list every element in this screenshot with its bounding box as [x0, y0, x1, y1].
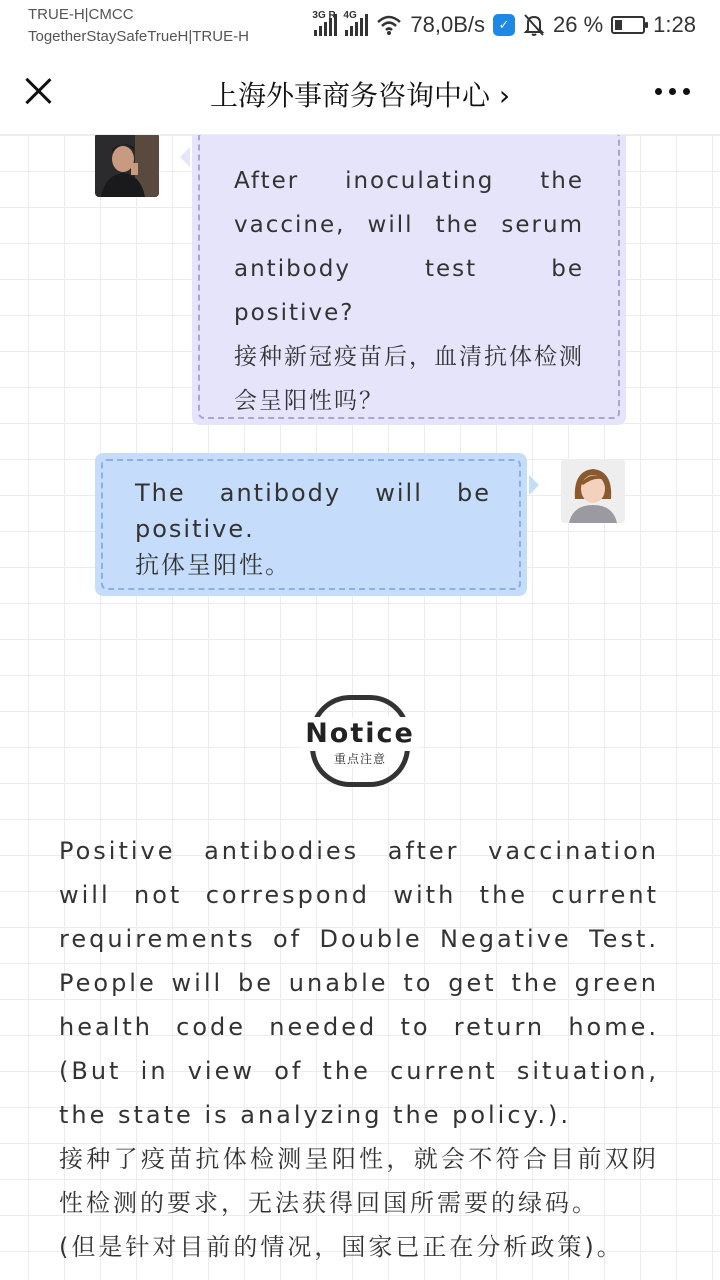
answer-bubble	[95, 453, 527, 596]
asker-avatar	[95, 135, 159, 197]
clock: 1:28	[653, 12, 696, 37]
carrier-info	[28, 4, 249, 48]
wifi-icon	[376, 14, 402, 36]
question-chinese: 接种新冠疫苗后，血清抗体检测会呈阳性吗？	[234, 344, 584, 414]
notice-badge	[300, 693, 420, 789]
title-bar	[0, 50, 720, 135]
page-title-text: 上海外事商务咨询中心	[209, 79, 490, 112]
consultant-avatar	[561, 459, 625, 523]
battery-icon	[611, 16, 645, 34]
chevron-right-icon: ›	[498, 79, 511, 112]
signal-3g-icon: 3G R	[314, 14, 337, 36]
question-english: After inoculating the vaccine, will the serum antibody test be positive?	[234, 168, 584, 326]
paragraph-chinese-2: (但是针对目前的情况，国家已正在分析政策)。	[59, 1233, 624, 1261]
battery-percent: 26 %	[553, 12, 604, 37]
mute-bell-icon	[523, 13, 545, 37]
answer-english: The antibody will be positive.	[135, 479, 491, 543]
carrier-line-1: TRUE-H|CMCC	[28, 6, 134, 23]
page-title[interactable]	[120, 74, 600, 114]
security-shield-icon: ✓	[493, 14, 515, 36]
notice-paragraph	[59, 829, 659, 1269]
paragraph-english: Positive antibodies after vaccination will not correspond with the current requirements of Double Negative Test. People will be unable to get the green health code needed to return home. (But in view of the current situation, the state is analyzing the policy.).	[59, 837, 659, 1129]
status-bar	[0, 0, 720, 50]
more-options-icon[interactable]	[655, 88, 690, 95]
signal-4g-icon: 4G	[345, 14, 368, 36]
notice-title-english: Notice	[300, 717, 420, 751]
notice-title-chinese: 重点注意	[324, 751, 396, 767]
question-bubble	[192, 135, 626, 425]
close-icon[interactable]	[18, 72, 58, 112]
answer-chinese: 抗体呈阳性。	[135, 551, 291, 579]
article-content[interactable]	[0, 135, 720, 1280]
carrier-line-2: TogetherStaySafeTrueH|TRUE-H	[28, 28, 249, 45]
network-speed: 78,0B/s	[410, 12, 486, 37]
paragraph-chinese-1: 接种了疫苗抗体检测呈阳性，就会不符合目前双阴性检测的要求，无法获得回国所需要的绿码。	[59, 1145, 659, 1217]
